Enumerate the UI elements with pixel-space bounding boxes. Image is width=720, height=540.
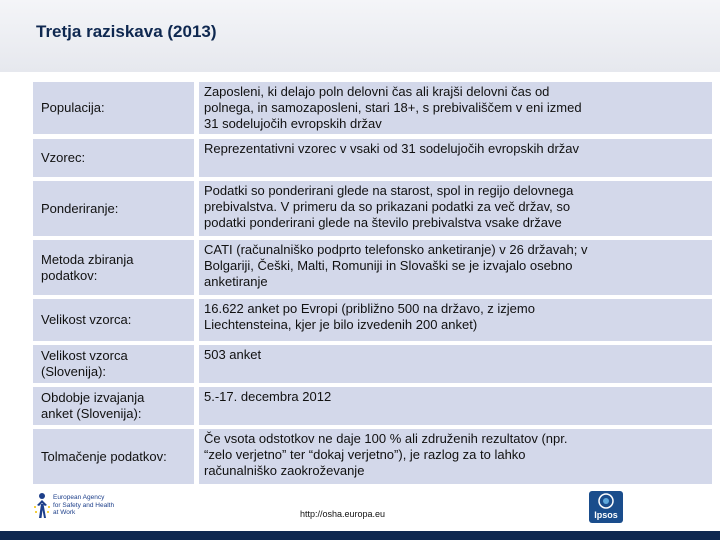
row-value-sample: Reprezentativni vzorec v vsaki od 31 sodelujočih evropskih držav (199, 139, 712, 177)
agency-name: European Agency for Safety and Health at Work (53, 494, 115, 516)
eu-osha-figure-icon (33, 492, 51, 520)
row-label-data-collection-method: Metoda zbiranja podatkov: (33, 240, 194, 295)
row-value-weighting: Podatki so ponderirani glede na starost, spol in regijo delovnega prebivalstva. V primeru da so prikazani podatki za več držav, so podatki ponderirani glede na število prebivalstva vsake države (199, 181, 712, 236)
row-value-population: Zaposleni, ki delajo poln delovni čas ali krajši delovni čas od polnega, in samozaposleni, stari 18+, s prebivališčem v eni izmed 31 sodelujočih evropskih držav (199, 82, 712, 134)
row-label-sample-size: Velikost vzorca: (33, 299, 194, 341)
eu-osha-logo (33, 492, 143, 522)
row-value-data-collection-method: CATI (računalniško podprto telefonsko anketiranje) v 26 državah; v Bolgariji, Češki, Malti, Romuniji in Slovaški se je izvajalo osebno anketiranje (199, 240, 712, 295)
row-label-weighting: Ponderiranje: (33, 181, 194, 236)
row-value-sample-size: 16.622 anket po Evropi (približno 500 na državo, z izjemo Liechtensteina, kjer je bilo izvedenih 200 anket) (199, 299, 712, 341)
row-label-sample-size-slovenia: Velikost vzorca (Slovenija): (33, 345, 194, 383)
page-title: Tretja raziskava (2013) (36, 22, 217, 41)
row-label-survey-period-slovenia: Obdobje izvajanja anket (Slovenija): (33, 387, 194, 425)
ipsos-logo-text: Ipsos (594, 510, 618, 520)
row-label-sample: Vzorec: (33, 139, 194, 177)
row-value-data-interpretation: Če vsota odstotkov ne daje 100 % ali združenih rezultatov (npr. “zelo verjetno” ter “dokaj verjetno”), je razlog za to lahko računalniško zaokroževanje (199, 429, 712, 484)
ipsos-logo (588, 490, 624, 524)
row-label-population: Populacija: (33, 82, 194, 134)
row-label-data-interpretation: Tolmačenje podatkov: (33, 429, 194, 484)
footer-url: http://osha.europa.eu (300, 509, 386, 519)
row-value-survey-period-slovenia: 5.-17. decembra 2012 (199, 387, 712, 425)
row-value-sample-size-slovenia: 503 anket (199, 345, 712, 383)
bottom-bar (0, 531, 720, 540)
header-band (0, 0, 720, 72)
